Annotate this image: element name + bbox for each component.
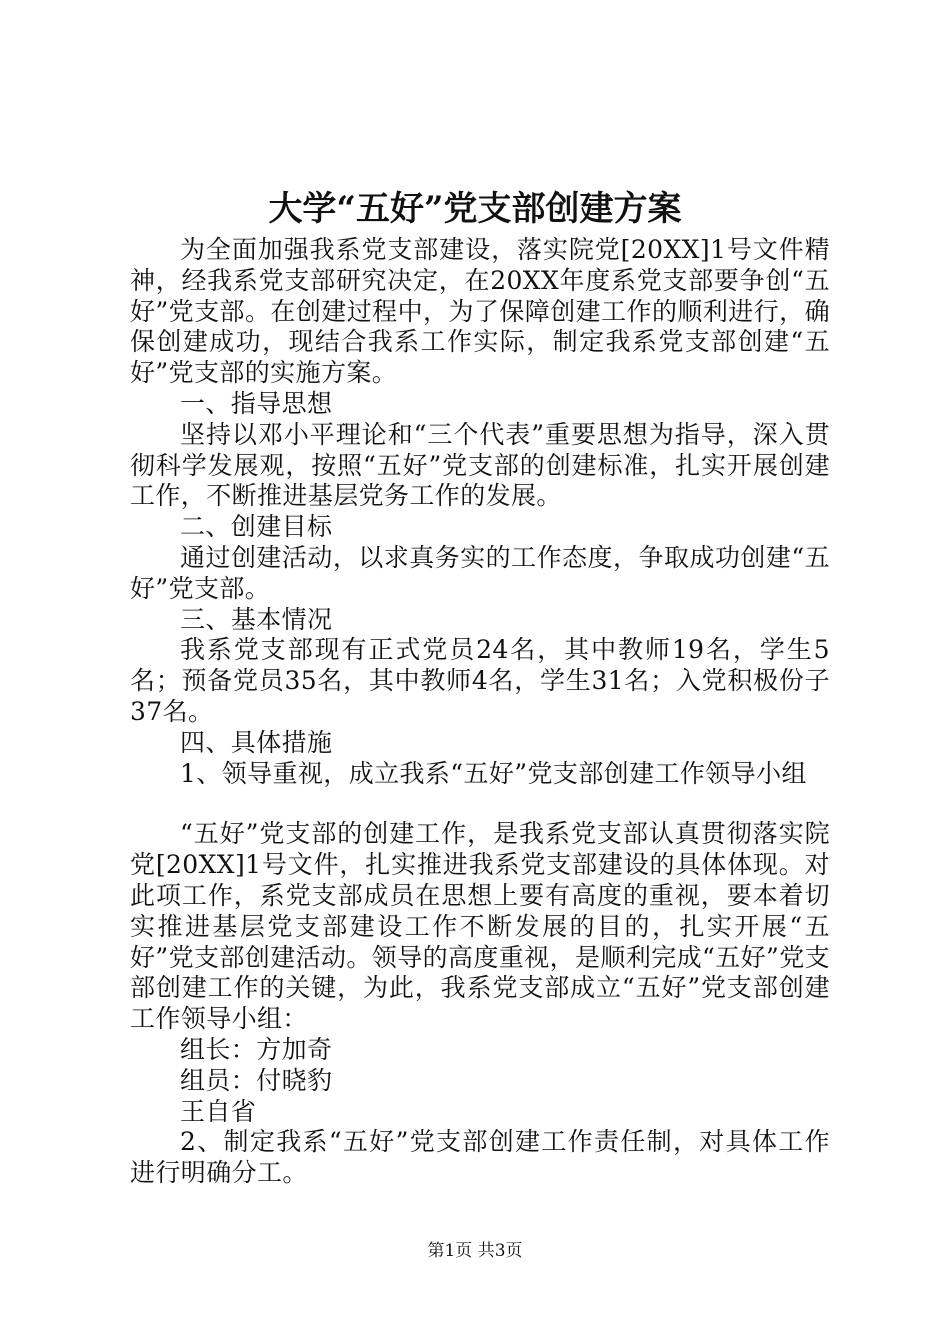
- basic-situation-paragraph: 我系党支部现有正式党员24名，其中教师19名，学生5名；预备党员35名，其中教师4名，学生31名；入党积极份子37名。: [130, 635, 830, 726]
- measure-1-paragraph: “五好”党支部的创建工作，是我系党支部认真贯彻落实院党[20XX]1号文件，扎实推进我系党支部建设的具体体现。对此项工作，系党支部成员在思想上要有高度的重视，要本着切实推进基层党支部建设工作不断发展的目的，扎实开展“五好”党支部创建活动。领导的高度重视，是顺利完成“五好”党支部创建工作的关键，为此，我系党支部成立“五好”党支部创建工作领导小组：: [130, 819, 830, 1034]
- document-title: 大学“五好”党支部创建方案: [268, 189, 682, 229]
- section-heading-measures: 四、具体措施: [180, 727, 333, 757]
- section-heading-basic-situation: 三、基本情况: [180, 604, 333, 634]
- section-heading-guiding-ideology: 一、指导思想: [180, 388, 333, 418]
- group-member-line: 组员：付晓豹: [180, 1065, 333, 1095]
- intro-paragraph: 为全面加强我系党支部建设，落实院党[20XX]1号文件精神，经我系党支部研究决定，在20XX年度系党支部要争创“五好”党支部。在创建过程中，为了保障创建工作的顺利进行，确保创建成功，现结合我系工作实际，制定我系党支部创建“五好”党支部的实施方案。: [130, 235, 830, 388]
- group-leader-line: 组长：方加奇: [180, 1034, 333, 1064]
- page-footer: 第1页 共3页: [427, 1241, 523, 1261]
- document-body: [130, 235, 830, 1189]
- measure-2-paragraph: 2、制定我系“五好”党支部创建工作责任制，对具体工作进行明确分工。: [130, 1127, 830, 1188]
- group-member-line-2: 王自省: [180, 1096, 257, 1126]
- goal-paragraph: 通过创建活动，以求真务实的工作态度，争取成功创建“五好”党支部。: [130, 542, 830, 603]
- guiding-ideology-paragraph: 坚持以邓小平理论和“三个代表”重要思想为指导，深入贯彻科学发展观，按照“五好”党支部的创建标准，扎实开展创建工作，不断推进基层党务工作的发展。: [130, 419, 830, 511]
- measure-1-heading: 1、领导重视，成立我系“五好”党支部创建工作领导小组: [180, 758, 807, 788]
- section-heading-goal: 二、创建目标: [180, 512, 333, 542]
